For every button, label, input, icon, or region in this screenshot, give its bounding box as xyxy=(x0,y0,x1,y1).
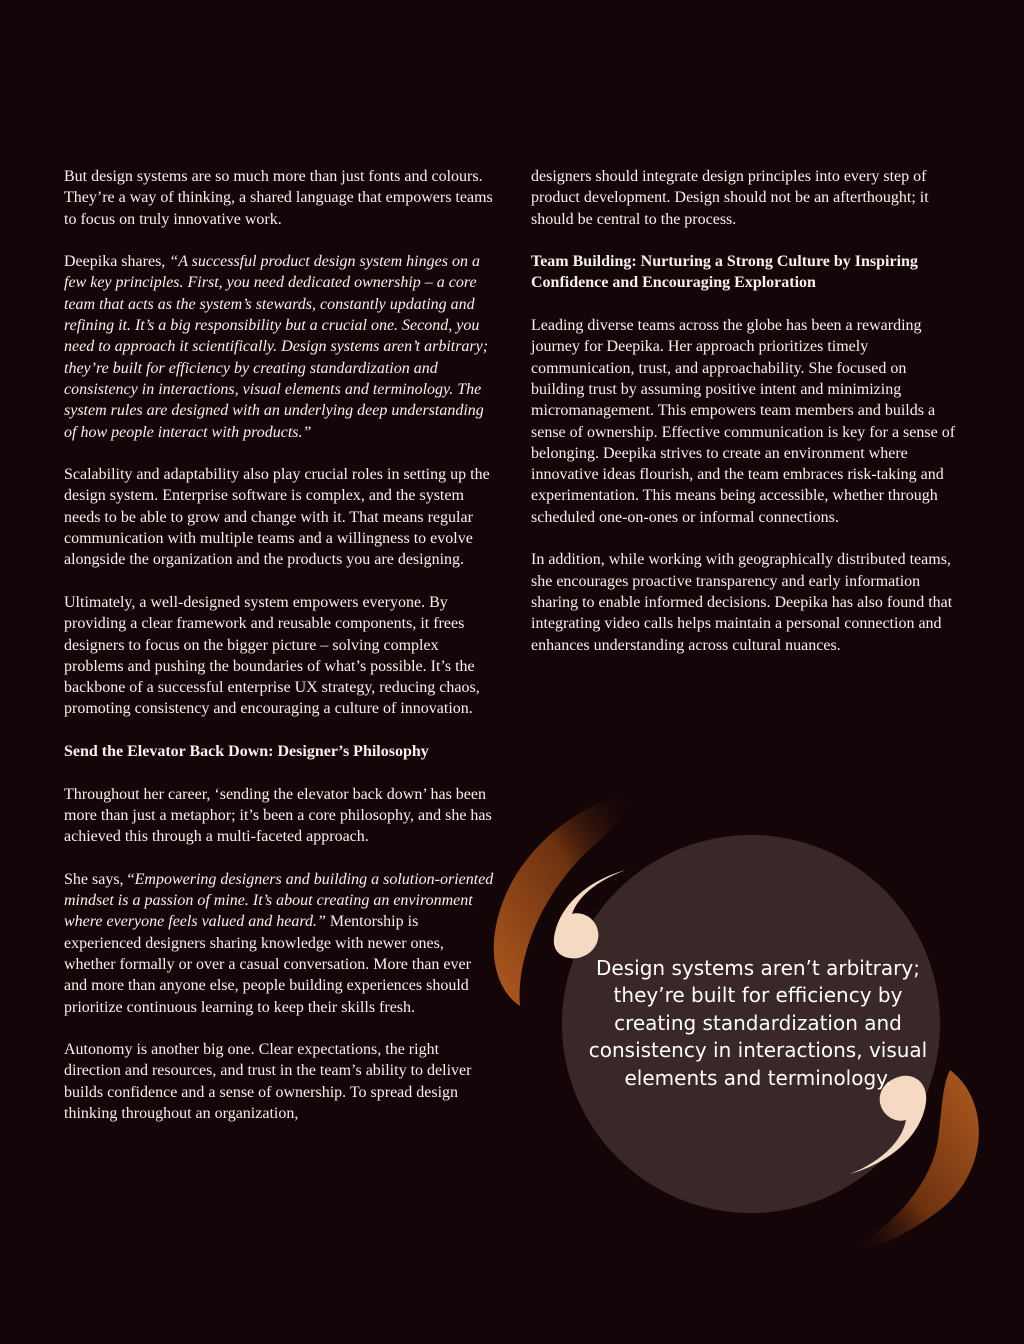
section-heading: Send the Elevator Back Down: Designer’s Philosophy xyxy=(64,743,429,761)
quote-intro: She says, “ xyxy=(64,870,135,888)
left-column xyxy=(64,166,496,1146)
paragraph: Scalability and adaptability also play crucial roles in setting up the design system. Enterprise software is complex, and the system needs to be able to grow and change with it. That means regular communication with multiple teams and a willingness to evolve alongside the organization and the products you are designing. xyxy=(64,466,490,569)
quote-intro: Deepika shares, xyxy=(64,253,170,271)
quote-italic: Empowering designers and building a solution-oriented mindset is a passion of mine. It’s about creating an environment where everyone feels valued and heard.” xyxy=(64,870,494,931)
paragraph: Leading diverse teams across the globe has been a rewarding journey for Deepika. Her approach prioritizes timely communication, trust, and approachability. She focused on building trust by assuming positive intent and minimizing micromanagement. This empowers team members and builds a sense of ownership. Effective communication is key for a sense of belonging. Deepika strives to create an environment where innovative ideas flourish, and the team embraces risk-taking and experimentation. This means being accessible, whether through scheduled one-on-ones or informal connections. xyxy=(531,317,956,526)
paragraph: In addition, while working with geographically distributed teams, she encourages proactive transparency and early information sharing to enable informed decisions. Deepika has also found that integrating video calls helps maintain a personal connection and enhances understanding across cultural nuances. xyxy=(531,551,953,654)
paragraph: But design systems are so much more than just fonts and colours. They’re a way of thinking, a shared language that empowers teams to focus on truly innovative work. xyxy=(64,168,493,228)
paragraph: Throughout her career, ‘sending the elevator back down’ has been more than just a metaphor; it’s been a core philosophy, and she has achieved this through a multi-faceted approach. xyxy=(64,785,492,846)
pull-quote-text: Design systems aren’t arbitrary; they’re built for efficiency by creating standardization and consistency in interactions, visual elements and terminology. xyxy=(588,956,928,1090)
paragraph-she-says xyxy=(64,869,496,1018)
open-quote-icon xyxy=(548,866,628,962)
right-column xyxy=(531,166,959,677)
paragraph: Autonomy is another big one. Clear expectations, the right direction and resources, and trust in the team’s ability to deliver builds confidence and a sense of ownership. To spread design thinking throughout an organization, xyxy=(64,1041,472,1123)
paragraph: Ultimately, a well-designed system empowers everyone. By providing a clear framework and reusable components, it frees designers to focus on the bigger picture – solving complex problems and pushing the boundaries of what’s possible. It’s the backbone of a successful enterprise UX strategy, reducing chaos, promoting consistency and encouraging a culture of innovation. xyxy=(64,593,480,718)
quote-italic: “A successful product design system hinges on a few key principles. First, you need dedicated ownership – a core team that acts as the system’s stewards, constantly updating and refining it. It’s a big responsibility but a crucial one. Second, you need to approach it scientifically. Design systems aren’t arbitrary; they’re built for efficiency by creating standardization and consistency in interactions, visual elements and terminology. The system rules are designed with an underlying deep understanding of how people interact with products.” xyxy=(64,253,489,441)
paragraph-rest: Mentorship is experienced designers sharing knowledge with newer ones, whether formally or over a casual conversation. More than ever and more than anyone else, people building experiences should prioritize continuous learning to keep their skills fresh. xyxy=(64,913,471,1016)
paragraph-deepika-quote xyxy=(64,251,496,443)
section-heading: Team Building: Nurturing a Strong Culture by Inspiring Confidence and Encouraging Exploration xyxy=(531,253,918,292)
paragraph: designers should integrate design principles into every step of product development. Design should not be an afterthought; it should be central to the process. xyxy=(531,168,929,228)
